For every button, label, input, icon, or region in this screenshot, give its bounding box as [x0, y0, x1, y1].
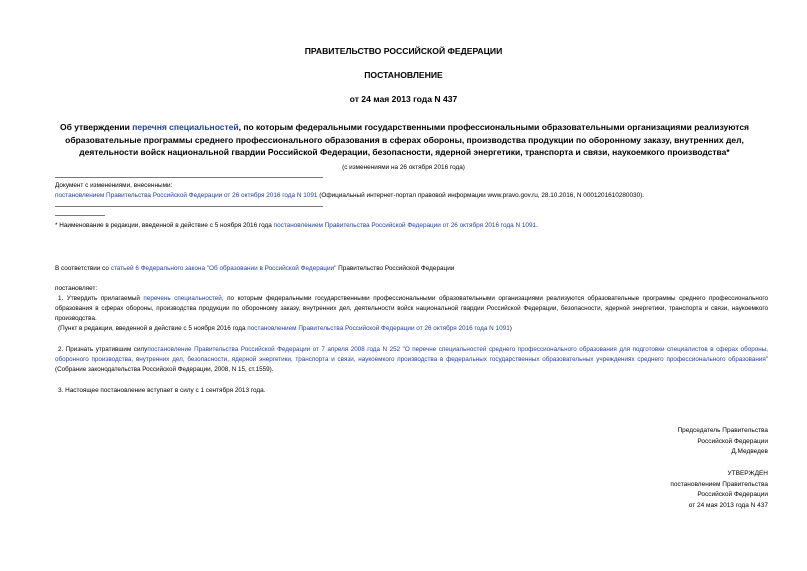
item-1-prefix: 1. Утвердить прилагаемый [58, 295, 144, 302]
divider-bottom [55, 206, 323, 207]
title-rest-1: , по которым федеральными государственными профессиональными образовательными организациями реализуются [238, 122, 750, 132]
item-2 [55, 345, 768, 375]
title-line-2: образовательные программы среднего профессионального образования в сферах обороны, производства продукции по оборонному заказу, внутренних дел, [65, 134, 744, 145]
signature-country: Российской Федерации [697, 437, 768, 445]
intro-link[interactable]: статьей 6 Федерального закона "Об образовании в Российской Федерации" [110, 265, 337, 272]
item-1 [55, 294, 768, 324]
doc-type-heading: ПОСТАНОВЛЕНИЕ [364, 70, 443, 80]
item-1-note-link[interactable]: постановлением Правительства Российской Федерации от 26 октября 2016 года N 1091 [247, 325, 510, 332]
intro-paragraph [55, 264, 454, 274]
date-number-heading: от 24 мая 2013 года N 437 [349, 94, 458, 104]
decides-text: постановляет: [55, 285, 98, 292]
authority-heading: ПРАВИТЕЛЬСТВО РОССИЙСКОЙ ФЕДЕРАЦИИ [304, 46, 503, 56]
signature-name: Д.Медведев [731, 448, 768, 456]
amend-note: (с изменениями на 26 октября 2016 года) [342, 164, 465, 171]
approval-word: УТВЕРЖДЕН [727, 470, 768, 477]
changes-link[interactable]: постановлением Правительства Российской Федерации от 26 октября 2016 года N 1091 [55, 192, 318, 199]
changes-rest: (Официальный интернет-портал правовой информации www.pravo.gov.ru, 28.10.2016, N 0001201610280030). [317, 192, 645, 199]
footnote-suffix: . [536, 222, 538, 229]
item-3: 3. Настоящее постановление вступает в силу с 1 сентября 2013 года. [58, 387, 266, 394]
item-2-prefix: 2. Признать утратившим силу [58, 346, 148, 353]
item-1-note [58, 324, 512, 334]
title-line-3: деятельности войск национальной гвардии Российской Федерации, безопасности, ядерной энергетики, транспорта и связи, наукоемкого производства* [79, 147, 730, 157]
title-list-link[interactable]: перечня специальностей [132, 122, 239, 132]
title-prefix: Об утверждении [59, 122, 133, 132]
signature-position: Председатель Правительства [677, 427, 768, 434]
divider-top [55, 177, 323, 178]
item-2-suffix: (Собрание законодательства Российской Федерации, 2008, N 15, ст.1559). [55, 366, 274, 373]
item-1-note-prefix: (Пункт в редакции, введенной в действие с 5 ноября 2016 года [58, 325, 248, 332]
intro-prefix: В соответствии со [55, 265, 111, 272]
footnote-rule [55, 215, 105, 216]
changes-label: Документ с изменениями, внесенными: [55, 182, 173, 189]
item-1-rest: , по которым федеральными государственными профессиональными образовательными организациями реализуются образовательные программы среднего профессионального образования в сферах обороны, производства продукции по оборонному заказу, внутренних дел, деятельности войск национальной гвардии Российской Федерации, безопасности, ядерной энергетики, транспорта и связи, наукоемкого производства. [55, 295, 768, 322]
intro-suffix: Правительство Российской Федерации [336, 265, 455, 272]
changes-ref [55, 191, 767, 201]
signature-block [677, 426, 768, 458]
document-title [42, 121, 767, 159]
title-line-1 [42, 121, 767, 134]
approval-date: от 24 мая 2013 года N 437 [688, 501, 768, 509]
approval-country: Российской Федерации [697, 491, 768, 499]
footnote-link[interactable]: постановлением Правительства Российской Федерации от 26 октября 2016 года N 1091 [273, 222, 537, 229]
approval-block [670, 469, 768, 511]
footnote-prefix: * Наименование в редакции, введенной в действие с 5 ноября 2016 года [55, 222, 274, 229]
footnote [55, 221, 538, 231]
item-1-link[interactable]: перечень специальностей [143, 295, 222, 302]
approval-by: постановлением Правительства [670, 480, 768, 488]
item-2-link[interactable]: постановление Правительства Российской Федерации от 7 апреля 2008 года N 252 "О перечне специальностей среднего профессионального образования для подготовки специалистов в сферах обороны, оборонного производства, внутренних дел, безопасности, ядерной энергетики, транспорта и связи, наукоемкого производства в федеральных государственных образовательных учреждениях среднего профессионального образования" [55, 346, 768, 363]
item-1-note-suffix: ) [509, 325, 512, 332]
